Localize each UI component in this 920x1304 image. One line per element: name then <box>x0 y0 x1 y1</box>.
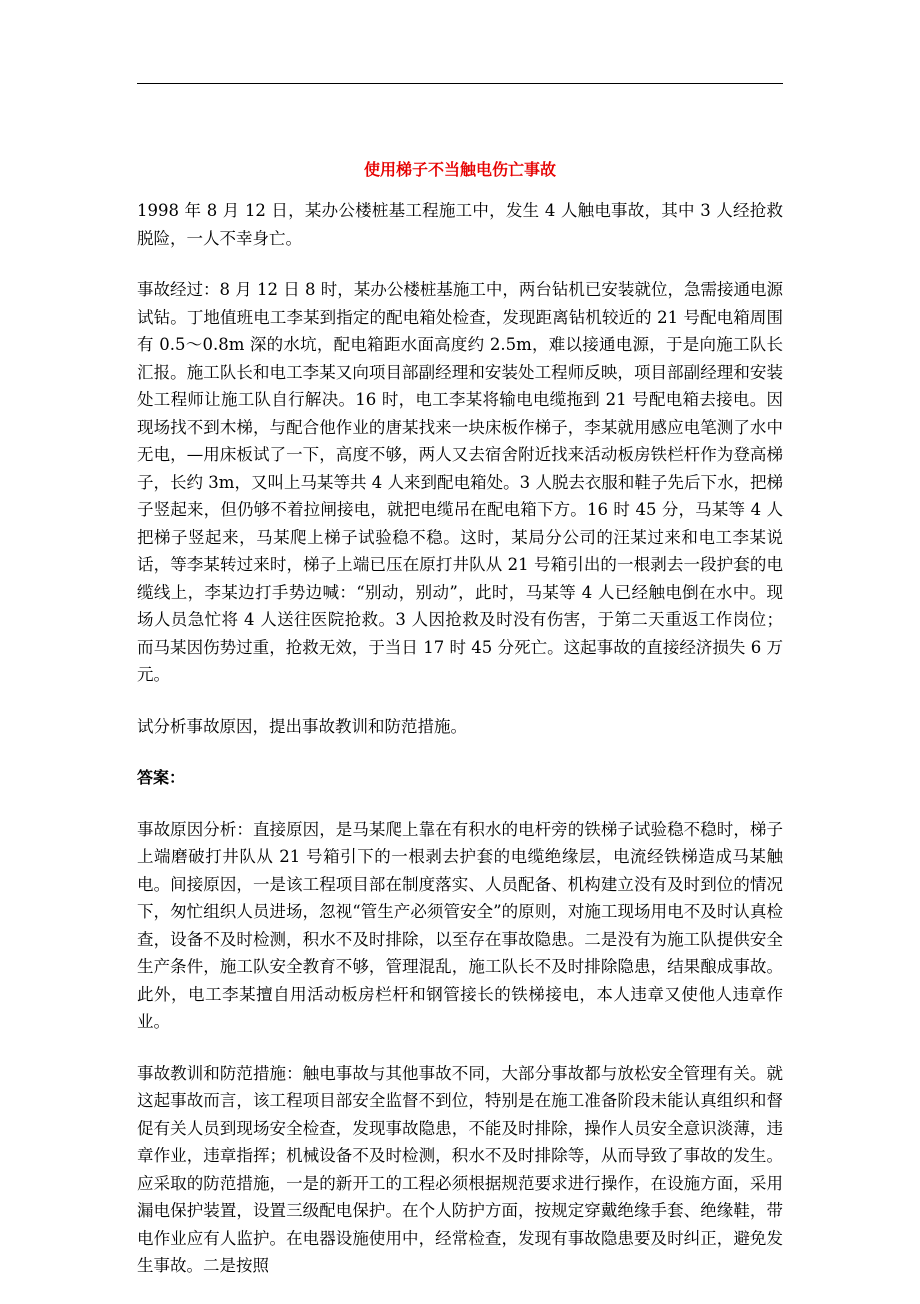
document-body <box>137 197 783 1304</box>
answer-heading: 答案： <box>137 768 186 787</box>
intro-paragraph: 1998 年 8 月 12 日，某办公楼桩基工程施工中，发生 4 人触电事故，其中 3 人经抢救脱险，一人不幸身亡。 <box>137 201 783 248</box>
document-title: 使用梯子不当触电伤亡事故 <box>363 160 556 179</box>
lessons-paragraph: 事故教训和防范措施：触电事故与其他事故不同，大部分事故都与放松安全管理有关。就这起事故而言，该工程项目部安全监督不到位，特别是在施工准备阶段未能认真组织和督促有关人员到现场安全检查，发现事故隐患，不能及时排除，操作人员安全意识淡薄，违章作业，违章指挥；机械设备不及时检测，积水不及时排除等，从而导致了事故的发生。应采取的防范措施，一是的新开工的工程必须根据规范要求进行操作，在设施方面，采用漏电保护装置，设置三级配电保护。在个人防护方面，按规定穿戴绝缘手套、绝缘鞋，带电作业应有人监护。在电器设施使用中，经常检查，发现有事故隐患要及时纠正，避免发生事故。二是按照 <box>137 1063 783 1275</box>
question-paragraph: 试分析事故原因，提出事故教训和防范措施。 <box>137 716 467 736</box>
cause-analysis-paragraph: 事故原因分析：直接原因，是马某爬上靠在有积水的电杆旁的铁梯子试验稳不稳时，梯子上端磨破打井队从 21 号箱引下的一根剥去护套的电缆绝缘层，电流经铁梯造成马某触电。间接原因，一是该工程项目部在制度落实、人员配备、机构建立没有及时到位的情况下，匆忙组织人员进场，忽视“管生产必须管安全”的原则，对施工现场用电不及时认真检查，设备不及时检测，积水不及时排除，以至存在事故隐患。二是没有为施工队提供安全生产条件，施工队安全教育不够，管理混乱，施工队长不及时排除隐患，结果酿成事故。此外，电工李某擅自用活动板房栏杆和钢管接长的铁梯接电，本人违章又使他人违章作业。 <box>137 819 783 1031</box>
accident-process-paragraph: 事故经过：8 月 12 日 8 时，某办公楼桩基施工中，两台钻机已安装就位，急需接通电源试钻。丁地值班电工李某到指定的配电箱处检查，发现距离钻机较近的 21 号配电箱周围有 0.5～0.8m 深的水坑，配电箱距水面高度约 2.5m，难以接通电源，于是向施工队长汇报。施工队长和电工李某又向项目部副经理和安装处工程师反映，项目部副经理和安装处工程师让施工队自行解决。16 时，电工李某将输电电缆拖到 21 号配电箱去接电。因现场找不到木梯，与配合他作业的唐某找来一块床板作梯子，李某就用感应电笔测了水中无电，—用床板试了一下，高度不够，两人又去宿舍附近找来活动板房铁栏杆作为登高梯子，长约 3m，又叫上马某等共 4 人来到配电箱处。3 人脱去衣服和鞋子先后下水，把梯子竖起来，但仍够不着拉闸接电，就把电缆吊在配电箱下方。16 时 45 分，马某等 4 人把梯子竖起来，马某爬上梯子试验稳不稳。这时，某局分公司的汪某过来和电工李某说话，等李某转过来时，梯子上端已压在原打井队从 21 号箱引出的一根剥去一段护套的电缆线上，李某边打手势边喊：“别动，别动”，此时，马某等 4 人已经触电倒在水中。现场人员急忙将 4 人送往医院抢救。3 人因抢救及时没有伤害，于第二天重返工作岗位；而马某因伤势过重，抢救无效，于当日 17 时 45 分死亡。这起事故的直接经济损失 6 万元。 <box>137 280 783 684</box>
header-rule <box>137 83 783 84</box>
